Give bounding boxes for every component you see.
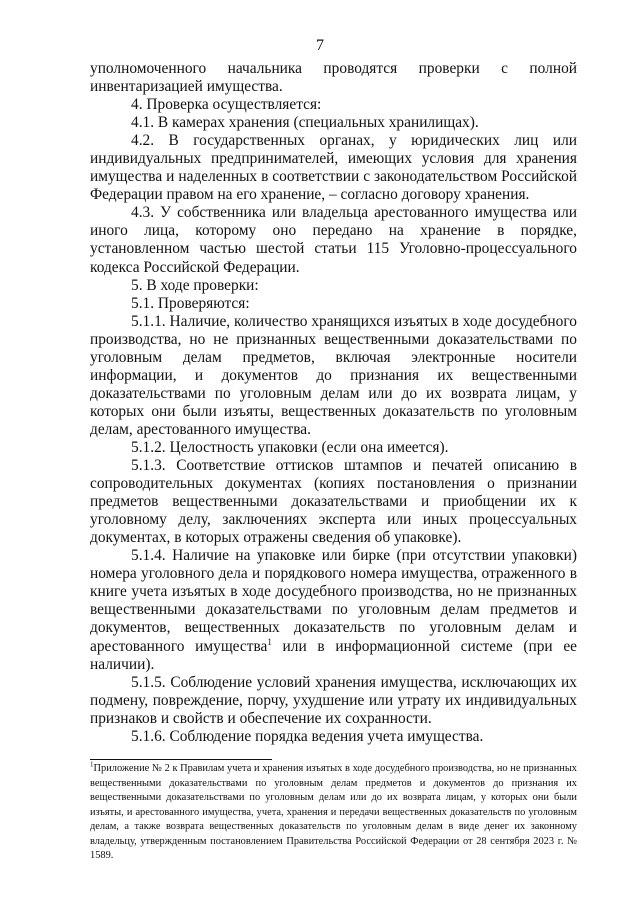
document-body xyxy=(90,60,577,746)
paragraph-5-1-6: 5.1.6. Соблюдение порядка ведения учета имущества. xyxy=(131,727,484,745)
paragraph-5-1-4 xyxy=(90,547,577,673)
paragraph-continuation: уполномоченного начальника проводятся проверки с полной инвентаризацией имущества. xyxy=(90,60,577,96)
paragraph-5-1-5: 5.1.5. Соблюдение условий хранения имущества, исключающих их подмену, повреждение, порчу, ухудшение или утрату их индивидуальных признаков и свойств и обеспечение их сохранности. xyxy=(90,673,577,727)
paragraph-5-1-1: 5.1.1. Наличие, количество хранящихся изъятых в ходе досудебного производства, но не признанных вещественными доказательствами по уголовным делам предметов, включая электронные носители информации, и документов до признания их вещественными доказательствами по уголовным делам или до их возврата лицам, у которых они были изъяты, вещественных доказательств по уголовным делам, арестованного имущества. xyxy=(90,312,577,438)
paragraph-5-1-4-text: 5.1.4. Наличие на упаковке или бирке (при отсутствии упаковки) номера уголовного дела и порядкового номера имущества, отраженного в книге учета изъятых в ходе досудебного производства, но не признанных вещественными доказательствами по уголовным делам предметов и документов, вещественных доказательств по уголовным делам и арестованного имущества xyxy=(90,547,577,655)
footnote-text: Приложение № 2 к Правилам учета и хранения изъятых в ходе досудебного производства, но не признанных вещественными доказательствами по уголовным делам предметов и документов до признания их вещественными доказательствами по уголовным делам или до их возврата лицам, у которых они были изъяты, и арестованного имущества, учета, хранения и передачи вещественных доказательств по уголовным делам, а также возврата вещественных доказательств по уголовным делам в виде денег их законному владельцу, утвержденным постановлением Правительства Российской Федерации от 28 сентября 2023 г. № 1589. xyxy=(90,763,577,861)
paragraph-5-1: 5.1. Проверяются: xyxy=(131,294,250,312)
paragraph-5-1-4-tail: или в информационной системе (при ее наличии). xyxy=(90,637,578,673)
paragraph-4: 4. Проверка осуществляется: xyxy=(131,96,322,114)
paragraph-4-3: 4.3. У собственника или владельца арестованного имущества или иного лица, которому оно передано на хранение в порядке, установленном частью шестой статьи 115 Уголовно-процессуального кодекса Российской Федерации. xyxy=(90,204,577,276)
page-number: 7 xyxy=(316,37,324,54)
footnote-reference[interactable]: 1 xyxy=(267,636,272,647)
paragraph-5: 5. В ходе проверки: xyxy=(131,276,259,294)
paragraph-4-2: 4.2. В государственных органах, у юридических лиц или индивидуальных предпринимателей, имеющих условия для хранения имущества и наделенных в соответствии с законодательством Российской Федерации правом на его хранение, – согласно договору хранения. xyxy=(90,132,577,204)
paragraph-5-1-3: 5.1.3. Соответствие оттисков штампов и печатей описанию в сопроводительных документах (копиях постановления о признании предметов вещественными доказательствами и приобщении их к уголовному делу, заключениях эксперта или иных процессуальных документах, в которых отражены сведения об упаковке). xyxy=(90,457,577,547)
footnote-separator xyxy=(90,759,272,760)
paragraph-4-1: 4.1. В камерах хранения (специальных хранилищах). xyxy=(131,114,479,132)
footnote xyxy=(90,762,577,864)
paragraph-5-1-2: 5.1.2. Целостность упаковки (если она имеется). xyxy=(131,438,449,456)
footnote-marker: 1 xyxy=(90,760,94,769)
